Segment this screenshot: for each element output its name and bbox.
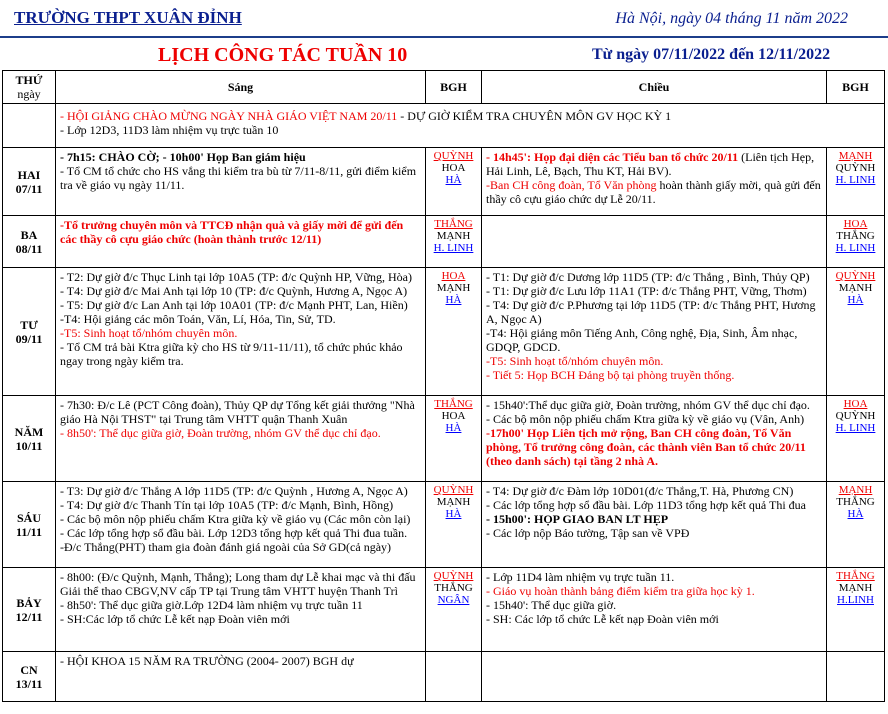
bgh-cell <box>827 652 885 702</box>
table-row <box>3 216 885 268</box>
afternoon-cell: - T4: Dự giờ đ/c Đàm lớp 10D01(đ/c Thắng,T. Hà, Phương CN) - Các lớp tổng hợp sổ đầu bài. Lớp 11D3 tổng hợp kết quả Thi đua - 15h00': HỌP GIAO BAN LT HẸP - Các lớp nộp Báo tường, Tập san về VPĐ <box>482 482 827 568</box>
morning-cell: - HỘI KHOA 15 NĂM RA TRƯỜNG (2004- 2007) BGH dự <box>56 652 426 702</box>
bgh-cell: HOA QUỲNH H. LINH <box>827 396 885 482</box>
table-row <box>3 396 885 482</box>
afternoon-cell: - Lớp 11D4 làm nhiệm vụ trực tuần 11. - Giáo vụ hoàn thành bảng điểm kiểm tra giữa học kỳ 1. - 15h40': Thể dục giữa giờ. - SH: Các lớp tổ chức Lễ kết nạp Đoàn viên mới <box>482 568 827 652</box>
schedule-table <box>2 70 885 702</box>
afternoon-cell: - T1: Dự giờ đ/c Dương lớp 11D5 (TP: đ/c Thắng , Bình, Thủy QP) - T1: Dự giờ đ/c Lưu lớp 11A1 (TP: đ/c Thắng PHT, Vững, Thơm) - T4: Dự giờ đ/c P.Phương tại lớp 11D5 (TP: đ/c Thắng PHT, Hương A, Ngọc A) -T4: Hội giảng môn Tiếng Anh, Công nghệ, Địa, Sinh, Âm nhạc, GDQP, GDCD. -T5: Sinh hoạt tổ/nhóm chuyên môn. - Tiết 5: Họp BCH Đảng bộ tại phòng truyền thống. <box>482 268 827 396</box>
table-row <box>3 482 885 568</box>
school-name: TRƯỜNG THPT XUÂN ĐỈNH <box>14 8 242 27</box>
table-row <box>3 148 885 216</box>
bgh-cell: THẮNG HOA HÀ <box>426 396 482 482</box>
notice-day-cell <box>3 104 56 148</box>
day-cell: CN 13/11 <box>3 652 56 702</box>
header-divider <box>0 36 888 38</box>
bgh-cell: MẠNH QUỲNH H. LINH <box>827 148 885 216</box>
afternoon-cell: - 15h40':Thể dục giữa giờ, Đoàn trường, nhóm GV thể dục chỉ đạo. - Các bộ môn nộp phiếu chấm Ktra giữa kỳ về giáo vụ (Vân, Anh) -17h00' Họp Liên tịch mở rộng, Ban CH công đoàn, Tổ Văn phòng, Tổ trưởng công đoàn, các thành viên Ban tổ chức 20/11 (theo danh sách) tại tầng 2 nhà A. <box>482 396 827 482</box>
morning-cell: - 7h30: Đ/c Lê (PCT Công đoàn), Thủy QP dự Tổng kết giải thưởng "Nhà giáo Hà Nội THST" tại Trung tâm VHTT quận Thanh Xuân - 8h50': Thể dục giữa giờ, Đoàn trường, nhóm GV thể dục chỉ đạo. <box>56 396 426 482</box>
day-cell: SÁU 11/11 <box>3 482 56 568</box>
notice-cell: - HỘI GIẢNG CHÀO MỪNG NGÀY NHÀ GIÁO VIỆT NAM 20/11 - DỰ GIỜ KIỂM TRA CHUYÊN MÔN GV HỌC KỲ 1 - Lớp 12D3, 11D3 làm nhiệm vụ trực tuần 10 <box>56 104 885 148</box>
bgh-cell: HOA MẠNH HÀ <box>426 268 482 396</box>
bgh-cell: HOA THẮNG H. LINH <box>827 216 885 268</box>
afternoon-cell <box>482 652 827 702</box>
morning-cell: - T2: Dự giờ đ/c Thục Linh tại lớp 10A5 (TP: đ/c Quỳnh HP, Vững, Hòa) - T4: Dự giờ đ/c Mai Anh tại lớp 10 (TP: đ/c Quỳnh, Hương A, Ngọc A) - T5: Dự giờ đ/c Lan Anh tại lớp 10A01 (TP: đ/c Mạnh PHT, Lan, Hiền) -T4: Hội giảng các môn Toán, Văn, Lí, Hóa, Tin, Sử, TD. -T5: Sinh hoạt tổ/nhóm chuyên môn. - Tổ CM trả bài Ktra giữa kỳ cho HS từ 9/11-11/11), tổ chức phúc khảo ngay trong ngày kiểm tra. <box>56 268 426 396</box>
bgh-cell: QUỲNH MẠNH HÀ <box>426 482 482 568</box>
bgh-cell: QUỲNH MẠNH HÀ <box>827 268 885 396</box>
col-day: THỨ ngày <box>3 71 56 104</box>
document-date: Hà Nội, ngày 04 tháng 11 năm 2022 <box>615 10 848 27</box>
table-row <box>3 652 885 702</box>
table-row <box>3 568 885 652</box>
col-bgh-morning: BGH <box>426 71 482 104</box>
table-row <box>3 268 885 396</box>
col-afternoon: Chiều <box>482 71 827 104</box>
morning-cell: -Tổ trưởng chuyên môn và TTCĐ nhận quà và giấy mời để gửi đến các thầy cô cựu giáo chức (hoàn thành trước 12/11) <box>56 216 426 268</box>
table-header-row <box>3 71 885 104</box>
day-cell: HAI 07/11 <box>3 148 56 216</box>
bgh-cell <box>426 652 482 702</box>
bgh-cell: QUỲNH THẮNG NGÂN <box>426 568 482 652</box>
day-cell: TƯ 09/11 <box>3 268 56 396</box>
bgh-cell: QUỲNH HOA HÀ <box>426 148 482 216</box>
morning-cell: - 7h15: CHÀO CỜ; - 10h00' Họp Ban giám hiệu - Tổ CM tổ chức cho HS vắng thi kiểm tra bù từ 7/11-8/11, gửi điểm kiểm tra về giáo vụ ngày 11/11. <box>56 148 426 216</box>
bgh-cell: THẮNG MẠNH H.LINH <box>827 568 885 652</box>
morning-cell: - 8h00: (Đ/c Quỳnh, Mạnh, Thắng); Long tham dự Lễ khai mạc và thi đấu Giải thể thao CBGV,NV cấp TP tại Trung tâm VHTT huyện Thanh Trì - 8h50': Thể dục giữa giờ.Lớp 12D4 làm nhiệm vụ trực tuần 11 - SH:Các lớp tổ chức Lễ kết nạp Đoàn viên mới <box>56 568 426 652</box>
afternoon-cell: - 14h45': Họp đại diện các Tiểu ban tổ chức 20/11 (Liên tịch Hẹp, Hải Linh, Lê, Bạch, Thu KT, Hải BV). -Ban CH công đoàn, Tổ Văn phòng hoàn thành giấy mời, quà gửi đến thầy cô cựu giáo chức dự Lễ 20/11. <box>482 148 827 216</box>
afternoon-cell <box>482 216 827 268</box>
day-cell: BẢY 12/11 <box>3 568 56 652</box>
day-cell: NĂM 10/11 <box>3 396 56 482</box>
date-range: Từ ngày 07/11/2022 đến 12/11/2022 <box>592 46 831 63</box>
bgh-cell: THẮNG MẠNH H. LINH <box>426 216 482 268</box>
bgh-cell: MẠNH THẮNG HÀ <box>827 482 885 568</box>
table-row <box>3 104 885 148</box>
col-bgh-afternoon: BGH <box>827 71 885 104</box>
schedule-title: LỊCH CÔNG TÁC TUẦN 10 <box>158 44 408 66</box>
col-morning: Sáng <box>56 71 426 104</box>
morning-cell: - T3: Dự giờ đ/c Thắng A lớp 11D5 (TP: đ/c Quỳnh , Hương A, Ngọc A) - T4: Dự giờ đ/c Thanh Tín tại lớp 10A5 (TP: đ/c Mạnh, Bình, Hồng) - Các bộ môn nộp phiếu chấm Ktra giữa kỳ về giáo vụ (Các môn còn lại) - Các lớp tổng hợp sổ đầu bài. Lớp 12D3 tổng hợp kết quả Thi đua tuần. -Đ/c Thắng(PHT) tham gia đoàn đánh giá ngoài của Sở GD(cả ngày) <box>56 482 426 568</box>
day-cell: BA 08/11 <box>3 216 56 268</box>
